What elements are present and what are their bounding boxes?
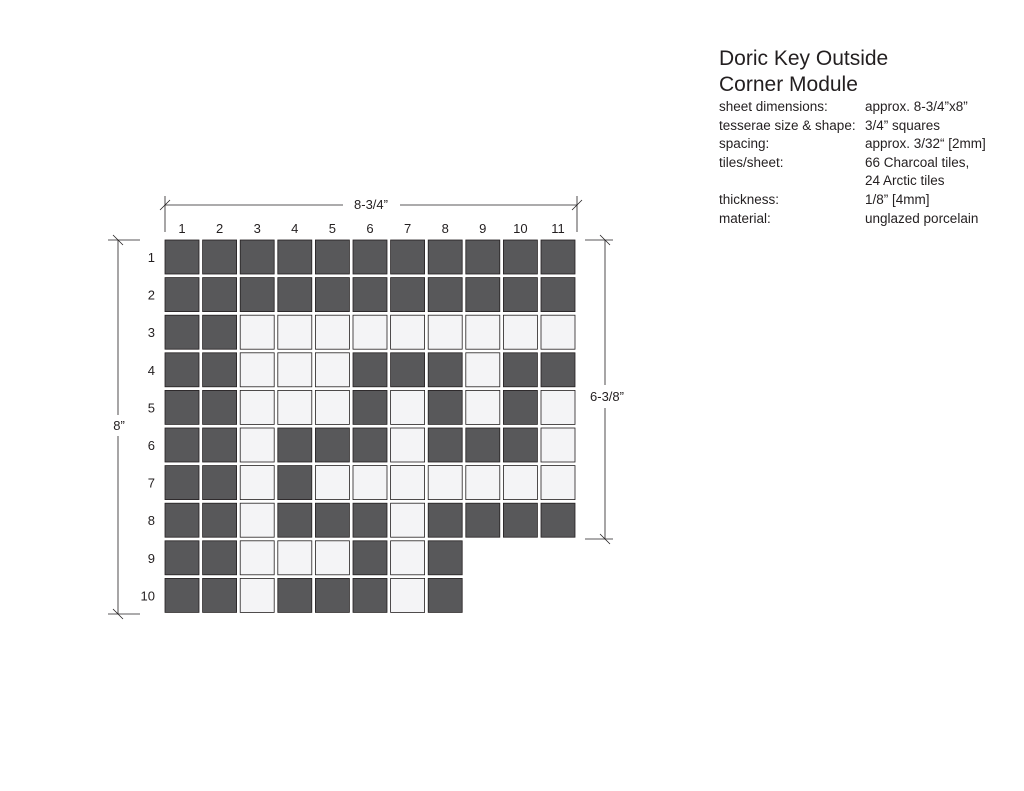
row-label: 2 (147, 287, 155, 303)
arctic-tile (315, 353, 349, 387)
spec-value: 24 Arctic tiles (865, 173, 945, 189)
charcoal-tile (503, 278, 537, 312)
arctic-tile (353, 466, 387, 500)
charcoal-tile (353, 278, 387, 312)
arctic-tile (391, 315, 425, 349)
spec-row-material (719, 210, 986, 229)
arctic-tile (240, 353, 274, 387)
arctic-tile (541, 428, 575, 462)
spec-row-thickness (719, 191, 986, 210)
charcoal-tile (278, 503, 312, 537)
charcoal-tile (466, 278, 500, 312)
arctic-tile (466, 390, 500, 424)
charcoal-tile (278, 240, 312, 274)
arctic-tile (466, 315, 500, 349)
arctic-tile (391, 428, 425, 462)
charcoal-tile (503, 503, 537, 537)
arctic-tile (391, 390, 425, 424)
arctic-tile (391, 503, 425, 537)
spec-row-tiles-sheet (719, 154, 986, 173)
row-labels (141, 250, 155, 603)
charcoal-tile (428, 278, 462, 312)
spec-label: tesserae size & shape: (719, 117, 856, 133)
column-label: 4 (291, 221, 299, 236)
charcoal-tile (203, 390, 237, 424)
spec-value: 66 Charcoal tiles, (865, 154, 970, 170)
spec-row-sheet-dimensions (719, 98, 986, 117)
charcoal-tile (391, 278, 425, 312)
spec-value: approx. 3/32“ [2mm] (865, 136, 986, 152)
charcoal-tile (203, 541, 237, 575)
column-label: 2 (215, 221, 224, 236)
charcoal-tile (503, 240, 537, 274)
spec-label: material: (719, 210, 771, 226)
charcoal-tile (541, 278, 575, 312)
charcoal-tile (278, 578, 312, 612)
arctic-tile (466, 466, 500, 500)
arctic-tile (315, 315, 349, 349)
charcoal-tile (315, 428, 349, 462)
arctic-tile (428, 315, 462, 349)
charcoal-tile (203, 278, 237, 312)
arctic-tile (240, 315, 274, 349)
column-label: 11 (551, 221, 565, 236)
width-dimension-label: 8-3/4” (354, 197, 388, 212)
title-line-1: Doric Key Outside (719, 47, 889, 70)
charcoal-tile (541, 353, 575, 387)
arctic-tile (353, 315, 387, 349)
arctic-tile (240, 390, 274, 424)
column-label: 7 (403, 221, 412, 236)
charcoal-tile (278, 278, 312, 312)
charcoal-tile (353, 390, 387, 424)
arctic-tile (240, 503, 274, 537)
charcoal-tile (315, 578, 349, 612)
diagram-title (719, 46, 888, 98)
row-label: 1 (147, 250, 155, 265)
arctic-tile (278, 315, 312, 349)
column-label: 10 (513, 221, 528, 236)
column-label: 3 (253, 221, 261, 236)
charcoal-tile (428, 541, 462, 575)
arctic-tile (315, 390, 349, 424)
arctic-tile (428, 466, 462, 500)
charcoal-tile (353, 503, 387, 537)
column-label: 9 (479, 221, 487, 236)
charcoal-tile (503, 353, 537, 387)
charcoal-tile (165, 353, 199, 387)
charcoal-tile (165, 578, 199, 612)
spec-row-spacing (719, 135, 986, 154)
charcoal-tile (503, 428, 537, 462)
tile-grid (165, 240, 575, 612)
charcoal-tile (353, 353, 387, 387)
charcoal-tile (353, 240, 387, 274)
charcoal-tile (203, 428, 237, 462)
charcoal-tile (278, 466, 312, 500)
charcoal-tile (428, 240, 462, 274)
column-labels (178, 221, 564, 236)
charcoal-tile (466, 503, 500, 537)
charcoal-tile (165, 278, 199, 312)
arctic-tile (278, 353, 312, 387)
charcoal-tile (353, 541, 387, 575)
charcoal-tile (428, 353, 462, 387)
arctic-tile (240, 578, 274, 612)
charcoal-tile (315, 278, 349, 312)
charcoal-tile (391, 240, 425, 274)
charcoal-tile (428, 428, 462, 462)
arctic-tile (503, 466, 537, 500)
charcoal-tile (203, 315, 237, 349)
charcoal-tile (353, 578, 387, 612)
arctic-tile (278, 541, 312, 575)
column-label: 5 (328, 221, 337, 236)
charcoal-tile (203, 240, 237, 274)
arctic-tile (391, 466, 425, 500)
arctic-tile (315, 541, 349, 575)
spec-row-tesserae (719, 117, 986, 136)
title-line-2: Corner Module (719, 73, 858, 96)
column-label: 1 (178, 221, 186, 236)
charcoal-tile (278, 428, 312, 462)
arctic-tile (541, 466, 575, 500)
charcoal-tile (428, 578, 462, 612)
arctic-tile (391, 541, 425, 575)
spec-row-tiles-sheet-cont (719, 172, 986, 191)
arctic-tile (240, 428, 274, 462)
arctic-tile (541, 390, 575, 424)
height-dimension-label: 8” (113, 418, 125, 433)
spec-label: sheet dimensions: (719, 99, 828, 114)
charcoal-tile (165, 428, 199, 462)
spec-label: thickness: (719, 191, 780, 207)
row-label: 10 (140, 588, 155, 604)
arctic-tile (503, 315, 537, 349)
charcoal-tile (315, 240, 349, 274)
arctic-tile (315, 466, 349, 500)
arctic-tile (466, 353, 500, 387)
charcoal-tile (503, 390, 537, 424)
spec-label: tiles/sheet: (719, 154, 784, 170)
spec-label: spacing: (719, 136, 770, 152)
charcoal-tile (165, 541, 199, 575)
charcoal-tile (466, 428, 500, 462)
spec-table (719, 98, 986, 228)
charcoal-tile (165, 503, 199, 537)
charcoal-tile (165, 315, 199, 349)
charcoal-tile (541, 503, 575, 537)
arctic-tile (240, 541, 274, 575)
charcoal-tile (203, 353, 237, 387)
charcoal-tile (203, 578, 237, 612)
spec-value: approx. 8-3/4”x8” (865, 99, 968, 114)
column-label: 8 (441, 221, 449, 236)
charcoal-tile (428, 503, 462, 537)
row-label: 6 (147, 438, 155, 453)
charcoal-tile (240, 278, 274, 312)
spec-value: 3/4” squares (865, 117, 941, 133)
spec-value: 1/8” [4mm] (865, 191, 930, 207)
row-label: 3 (147, 325, 155, 341)
charcoal-tile (466, 240, 500, 274)
arctic-tile (240, 466, 274, 500)
column-label: 6 (366, 221, 374, 236)
row-label: 7 (147, 475, 155, 491)
spec-value: unglazed porcelain (865, 210, 979, 226)
partial-height-dimension-label: 6-3/8” (590, 389, 624, 404)
charcoal-tile (391, 353, 425, 387)
arctic-tile (541, 315, 575, 349)
row-label: 5 (147, 400, 155, 416)
charcoal-tile (541, 240, 575, 274)
charcoal-tile (315, 503, 349, 537)
row-label: 4 (147, 362, 155, 378)
row-label: 8 (147, 513, 155, 529)
charcoal-tile (165, 390, 199, 424)
charcoal-tile (240, 240, 274, 274)
charcoal-tile (203, 503, 237, 537)
charcoal-tile (428, 390, 462, 424)
charcoal-tile (165, 240, 199, 274)
charcoal-tile (353, 428, 387, 462)
spec-label (719, 172, 865, 191)
arctic-tile (278, 390, 312, 424)
row-label: 9 (147, 550, 155, 566)
arctic-tile (391, 578, 425, 612)
charcoal-tile (165, 466, 199, 500)
charcoal-tile (203, 466, 237, 500)
